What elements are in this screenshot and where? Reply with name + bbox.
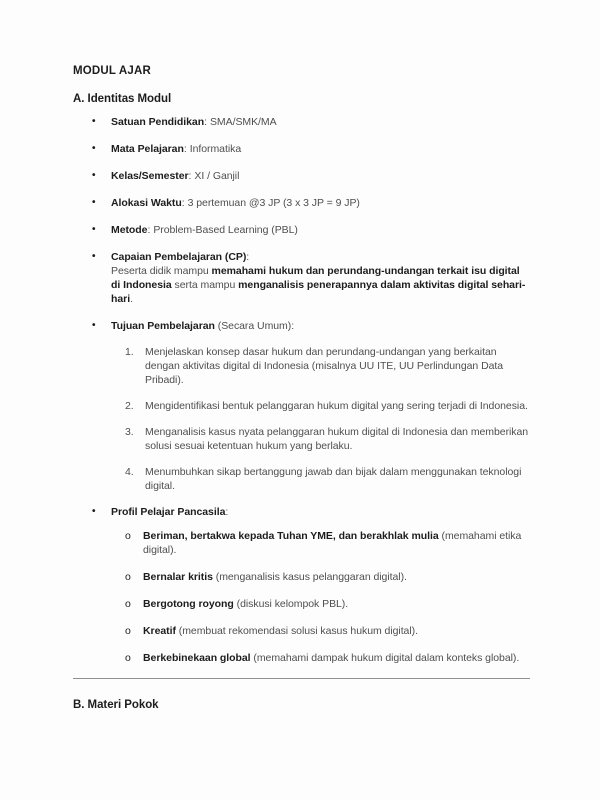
bullet-icon: • bbox=[92, 116, 96, 127]
bullet-icon: • bbox=[92, 170, 96, 181]
item-label: Metode bbox=[111, 224, 148, 236]
list-item-profil-pelajar bbox=[73, 505, 530, 519]
list-item-text bbox=[111, 505, 530, 519]
item-label: Mata Pelajaran bbox=[111, 143, 184, 155]
colon-separator: : bbox=[147, 224, 151, 236]
item-text bbox=[143, 529, 530, 557]
profil-item-beriman bbox=[73, 529, 530, 557]
bold-phrase: menganalisis penerapannya dalam aktivitas digital sehari-hari bbox=[111, 279, 526, 305]
numbered-item-1 bbox=[73, 345, 530, 387]
bullet-icon: • bbox=[92, 320, 96, 331]
list-item-tujuan-pembelajaran bbox=[73, 319, 530, 333]
item-text bbox=[143, 624, 530, 638]
list-item-text bbox=[111, 250, 530, 264]
section-b-heading: B. Materi Pokok bbox=[73, 699, 159, 711]
list-item-satuan-pendidikan bbox=[73, 115, 530, 129]
bold-phrase: memahami hukum dan perundang-undangan terkait isu digital di Indonesia bbox=[111, 265, 520, 291]
item-label: Capaian Pembelajaran (CP) bbox=[111, 251, 247, 263]
colon-separator: : bbox=[225, 506, 229, 518]
list-item-text bbox=[111, 115, 530, 129]
item-label: Alokasi Waktu bbox=[111, 197, 182, 209]
page-title: MODUL AJAR bbox=[73, 65, 152, 77]
bold-phrase: Kreatif bbox=[143, 625, 176, 637]
list-item-kelas-semester bbox=[73, 169, 530, 183]
item-label: Tujuan Pembelajaran bbox=[111, 320, 215, 332]
list-item-text bbox=[111, 223, 530, 237]
bullet-icon: • bbox=[92, 251, 96, 262]
item-label: Profil Pelajar Pancasila bbox=[111, 506, 226, 518]
colon-separator: : bbox=[183, 143, 187, 155]
profil-item-kreatif bbox=[73, 624, 530, 638]
list-item-alokasi-waktu bbox=[73, 196, 530, 210]
bold-phrase: Beriman, bertakwa kepada Tuhan YME, dan berakhlak mulia bbox=[143, 530, 439, 542]
circle-bullet-icon: o bbox=[125, 571, 131, 583]
bullet-icon: • bbox=[92, 197, 96, 208]
item-number: 4. bbox=[125, 466, 134, 478]
list-item-text bbox=[111, 196, 530, 210]
section-a-heading: A. Identitas Modul bbox=[73, 93, 172, 105]
item-text bbox=[143, 597, 530, 611]
list-item-text bbox=[111, 319, 530, 333]
item-text: Menganalisis kasus nyata pelanggaran hukum digital di Indonesia dan memberikan solusi sesuai ketentuan hukum yang berlaku. bbox=[145, 426, 529, 452]
section-divider bbox=[73, 678, 530, 679]
item-value: 3 pertemuan @3 JP (3 x 3 JP = 9 JP) bbox=[187, 197, 360, 209]
item-number: 1. bbox=[125, 346, 134, 358]
bullet-icon: • bbox=[92, 143, 96, 154]
item-label-suffix: (Secara Umum): bbox=[214, 320, 295, 332]
bold-phrase: Bergotong royong bbox=[143, 598, 234, 610]
paragraph-text: Peserta didik mampu bbox=[111, 265, 212, 277]
paragraph-text: (memahami etika digital). bbox=[143, 530, 522, 556]
item-value: XI / Ganjil bbox=[194, 170, 240, 182]
list-item-metode bbox=[73, 223, 530, 237]
colon-separator: : bbox=[181, 197, 185, 209]
item-text bbox=[143, 570, 530, 584]
paragraph-text: (memahami dampak hukum digital dalam konteks global). bbox=[250, 652, 520, 664]
item-number: 3. bbox=[125, 426, 134, 438]
circle-bullet-icon: o bbox=[125, 598, 131, 610]
bullet-icon: • bbox=[92, 506, 96, 517]
paragraph-text: (membuat rekomendasi solusi kasus hukum digital). bbox=[175, 625, 418, 637]
paragraph-text: (menganalisis kasus pelanggaran digital). bbox=[212, 571, 407, 583]
bullet-icon: • bbox=[92, 224, 96, 235]
numbered-item-4 bbox=[73, 465, 530, 493]
colon-separator: : bbox=[204, 116, 207, 128]
item-value: SMA/SMK/MA bbox=[209, 116, 277, 128]
colon-separator: : bbox=[246, 251, 250, 263]
item-text: Menumbuhkan sikap bertanggung jawab dan bijak dalam menggunakan teknologi digital. bbox=[145, 466, 522, 492]
circle-bullet-icon: o bbox=[125, 530, 131, 542]
list-item-text bbox=[111, 169, 530, 183]
item-label: Kelas/Semester bbox=[111, 170, 189, 182]
paragraph-text: (diskusi kelompok PBL). bbox=[233, 598, 349, 610]
profil-item-bernalar-kritis bbox=[73, 570, 530, 584]
numbered-item-3 bbox=[73, 425, 530, 453]
item-value: Problem-Based Learning (PBL) bbox=[153, 224, 298, 236]
profil-item-berkebinekaan-global bbox=[73, 651, 530, 665]
bold-phrase: Bernalar kritis bbox=[143, 571, 213, 583]
list-item-capaian-pembelajaran bbox=[73, 250, 530, 264]
paragraph-text: . bbox=[130, 293, 133, 305]
profil-item-bergotong-royong bbox=[73, 597, 530, 611]
numbered-item-2 bbox=[73, 399, 530, 413]
colon-separator: : bbox=[188, 170, 192, 182]
capaian-paragraph bbox=[111, 264, 530, 306]
bold-phrase: Berkebinekaan global bbox=[143, 652, 251, 664]
item-label: Satuan Pendidikan bbox=[111, 116, 205, 128]
item-value: Informatika bbox=[189, 143, 242, 155]
list-item-text bbox=[111, 142, 530, 156]
circle-bullet-icon: o bbox=[125, 625, 131, 637]
paragraph-text: serta mampu bbox=[171, 279, 239, 291]
item-text: Menjelaskan konsep dasar hukum dan perundang-undangan yang berkaitan dengan aktivitas digital di Indonesia (misalnya UU ITE, UU Perlindungan Data Pribadi). bbox=[145, 346, 504, 386]
item-text: Mengidentifikasi bentuk pelanggaran hukum digital yang sering terjadi di Indonesia. bbox=[145, 400, 528, 412]
item-text bbox=[143, 651, 530, 665]
list-item-mata-pelajaran bbox=[73, 142, 530, 156]
circle-bullet-icon: o bbox=[125, 652, 131, 664]
item-number: 2. bbox=[125, 400, 134, 412]
